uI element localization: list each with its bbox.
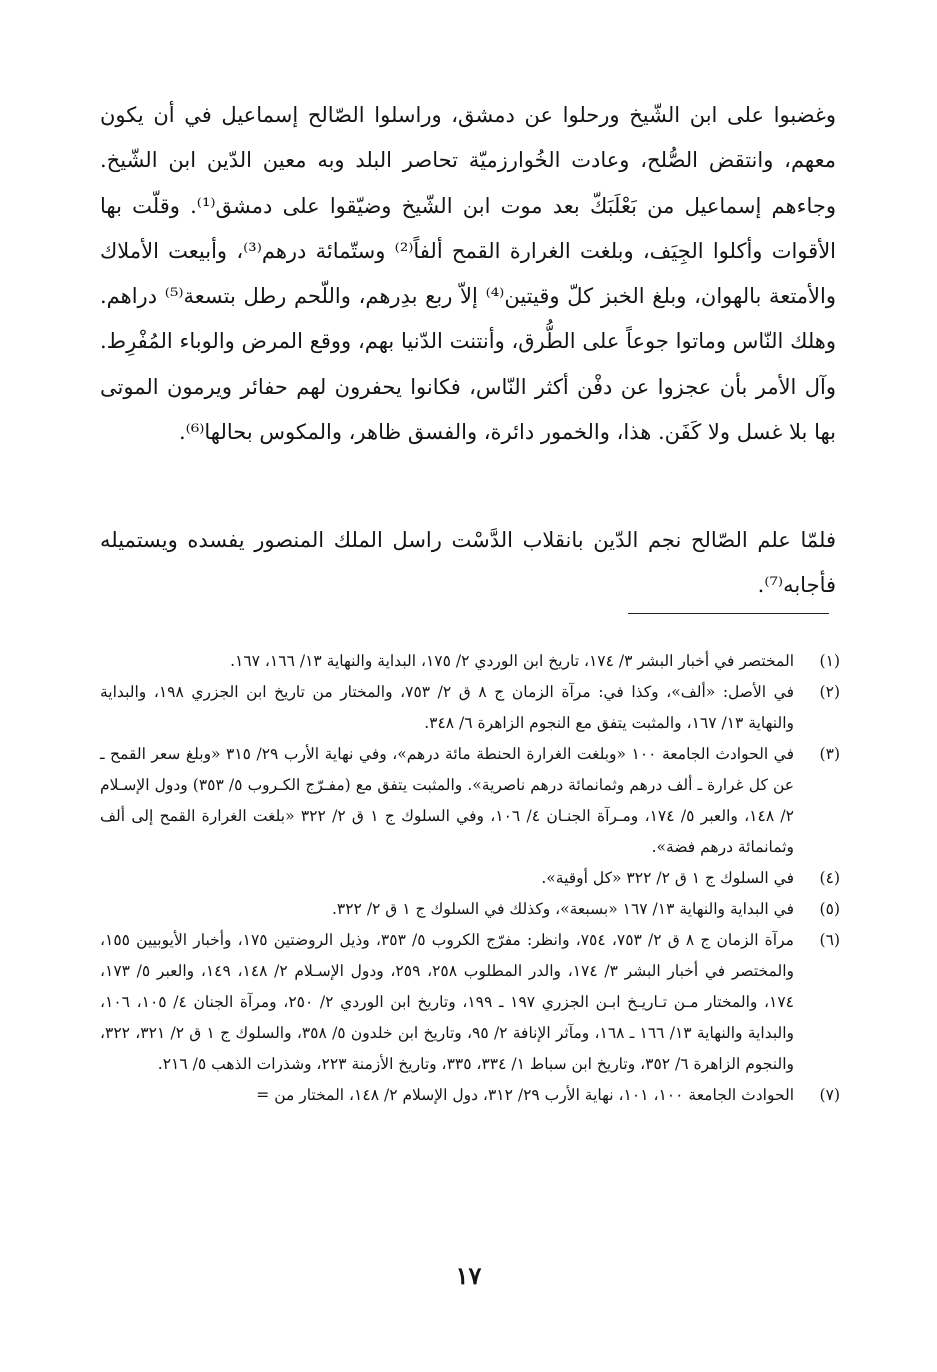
footnote-item (100, 739, 840, 863)
footnotes-list (100, 646, 840, 1111)
footnote-item (100, 925, 840, 1080)
footnote-number: (٥) (819, 900, 840, 918)
footnote-item (100, 863, 840, 894)
footnote-text: في البداية والنهاية ١٣/ ١٦٧ «بسبعة»، وكذلك في السلوك ج ١ ق ٢/ ٣٢٢. (331, 900, 794, 918)
footnote-text: المختصر في أخبار البشر ٣/ ١٧٤، تاريخ ابن الوردي ٢/ ١٧٥، البداية والنهاية ١٣/ ١٦٦، ١٦٧. (230, 652, 794, 670)
footnote-item (100, 894, 840, 925)
footnote-item (100, 1080, 840, 1111)
footnote-text: مرآة الزمان ج ٨ ق ٢/ ٧٥٣، ٧٥٤، وانظر: مفرّج الكروب ٥/ ٣٥٣، وذيل الروضتين ١٧٥، وأخبار الأيوبيين ١٥٥، والمختصر في أخبار البشر ٣/ ١٧٤، والدر المطلوب ٢٥٨، ٢٥٩، ودول الإسـلام ٢/ ١٤٨، ١٤٩، والعبر ٥/ ١٧٣، ١٧٤، والمختار مـن تـاريـخ ابـن الجزري ١٩٧ ـ ١٩٩، وتاريخ ابن الوردي ٢/ ٢٥٠، ومرآة الجنان ٤/ ١٠٥، ١٠٦، والبداية والنهاية ١٣/ ١٦٦ ـ ١٦٨، ومآثر الإنافة ٢/ ٩٥، وتاريخ ابن خلدون ٥/ ٣٥٨، والسلوك ج ١ ق ٢/ ٣٢١، ٣٢٢، والنجوم الزاهرة ٦/ ٣٥٢، وتاريخ ابن سباط ١/ ٣٣٤، ٣٣٥، وتاريخ الأزمنة ٢٢٣، وشذرات الذهب ٥/ ٢١٦. (100, 931, 795, 1073)
footnote-number: (٤) (819, 869, 840, 887)
body-paragraph: فلمّا علم الصّالح نجم الدّين بانقلاب الدَّسْت راسل الملك المنصور يفسده ويستميله فأجابه⁽⁷⁾. (100, 528, 836, 598)
footnote-number: (٧) (819, 1086, 840, 1104)
footnote-number: (٢) (819, 683, 840, 701)
footnote-text: في الحوادث الجامعة ١٠٠ «وبلغت الغرارة الحنطة مائة درهم»، وفي نهاية الأرب ٢٩/ ٣١٥ «وبلغ سعر القمح ـ عن كل غرارة ـ ألف درهم وثمانمائة درهم ناصرية». والمثبت يتفق مع (مفـرّج الكـروب ٥/ ٣٥٣) ودول الإسـلام ٢/ ١٤٨، والعبر ٥/ ١٧٤، ومـرآة الجنـان ٤/ ١٠٦، وفي السلوك ج ١ ق ٢/ ٣٢٢ «بلغت الغرارة القمح إلى ألف وثمانمائة درهم فضة». (100, 745, 794, 856)
footnote-item (100, 646, 840, 677)
footnote-number: (١) (819, 652, 840, 670)
page-number: ١٧ (455, 1261, 482, 1290)
footnote-separator (628, 613, 829, 614)
footnote-number: (٣) (819, 745, 840, 763)
footnote-text: الحوادث الجامعة ١٠٠، ١٠١، نهاية الأرب ٢٩/ ٣١٢، دول الإسلام ٢/ ١٤٨، المختار من = (256, 1086, 794, 1104)
footnote-number: (٦) (819, 931, 840, 949)
footnote-item (100, 677, 840, 739)
footnote-text: في الأصل: «ألف»، وكذا في: مرآة الزمان ج ٨ ق ٢/ ٧٥٣، والمختار من تاريخ ابن الجزري ١٩٨، والبداية والنهاية ١٣/ ١٦٧، والمثبت يتفق مع النجوم الزاهرة ٦/ ٣٤٨. (100, 683, 794, 732)
body-paragraph: وغضبوا على ابن الشّيخ ورحلوا عن دمشق، وراسلوا الصّالح إسماعيل في أن يكون معهم، وانتقض الصُّلح، وعادت الخُوارزميّة تحاصر البلد وبه معين الدّين ابن الشّيخ. وجاءهم إسماعيل من بَعْلَبَكّ بعد موت ابن الشّيخ وضيّقوا على دمشق⁽¹⁾. وقلّت بها الأقوات وأكلوا الجِيَف، وبلغت الغرارة القمح ألفاً⁽²⁾ وستّمائة درهم⁽³⁾، وأبيعت الأملاك والأمتعة بالهوان، وبلغ الخبز كلّ وقيتين⁽⁴⁾ إلاّ ربع بدِرهم، واللّحم رطل بتسعة⁽⁵⁾ دراهم. وهلك النّاس وماتوا جوعاً على الطُّرق، وأنتنت الدّنيا بهم، ووقع المرض والوباء المُفْرِط. وآل الأمر بأن عجزوا عن دفْن أكثر النّاس، فكانوا يحفرون لهم حفائر ويرمون الموتى بها بلا غسل ولا كَفَن. هذا، والخمور دائرة، والفسق ظاهر، والمكوس بحالها⁽⁶⁾. (100, 103, 837, 445)
footnote-text: في السلوك ج ١ ق ٢/ ٣٢٢ «كل أوقية». (541, 869, 794, 887)
